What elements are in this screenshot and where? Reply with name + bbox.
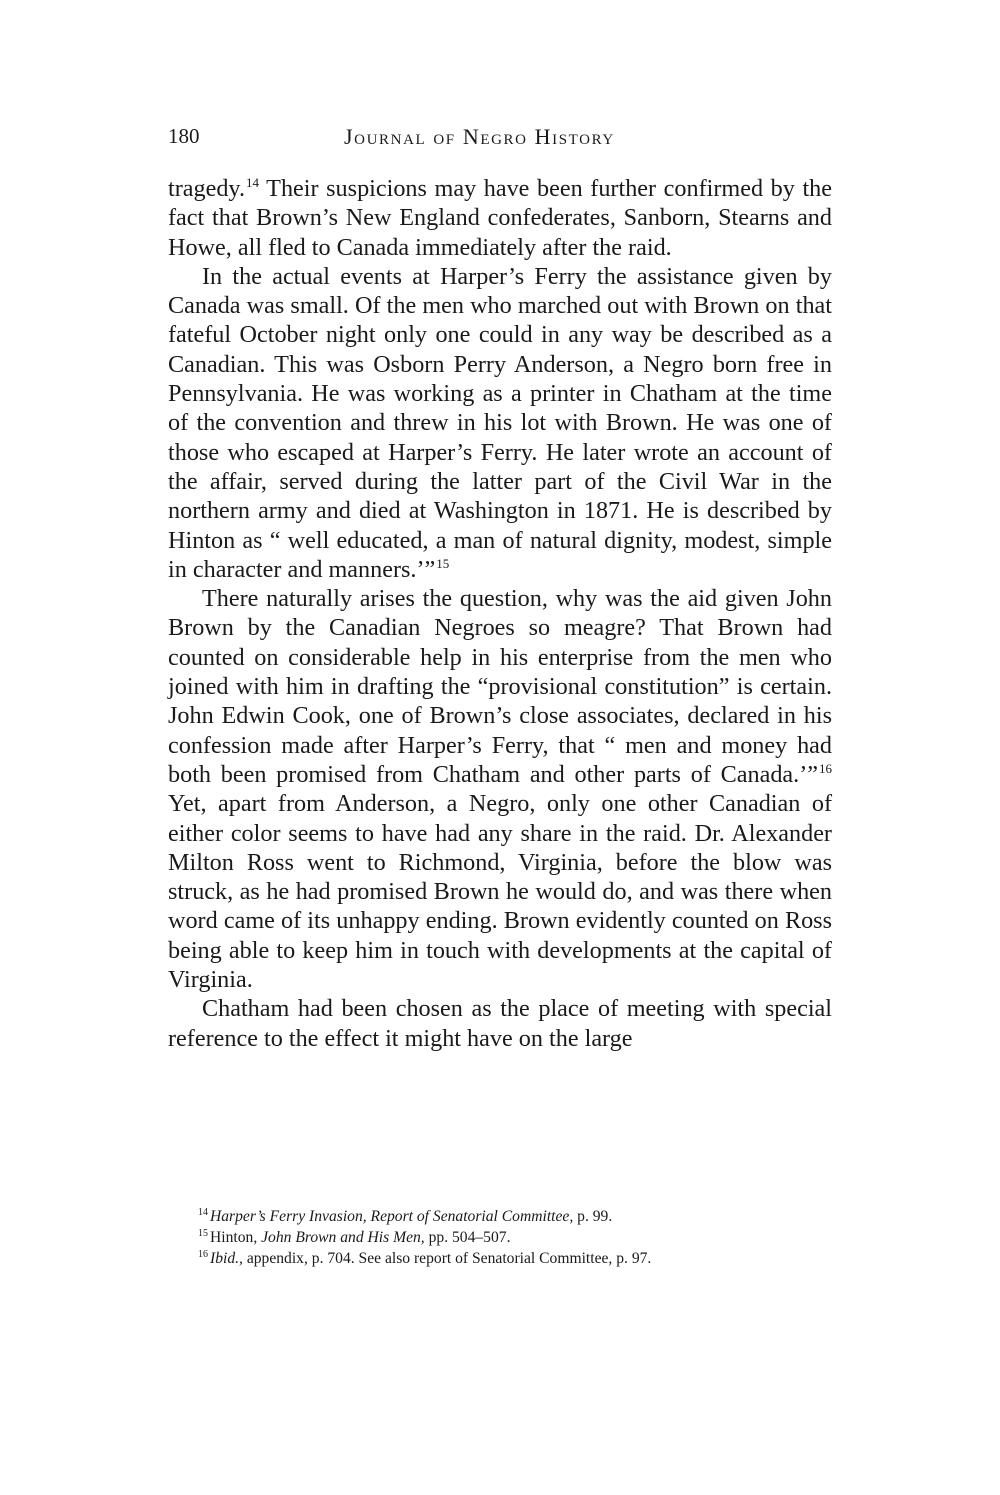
footnote bbox=[198, 1227, 832, 1248]
footnote-text: pp. 504–507. bbox=[424, 1229, 511, 1246]
footnote-text: Hinton, bbox=[210, 1229, 262, 1246]
footnote-reference: 14 bbox=[246, 175, 260, 190]
paragraph bbox=[168, 174, 832, 262]
footnote bbox=[198, 1248, 832, 1269]
body-text bbox=[168, 174, 832, 1053]
paragraph-text: There naturally arises the question, why was the aid given John Brown by the Canadian Negroes so meagre? That Brown had counted on considerable help in his enterprise from the men who joined with him in drafting the “provisional constitution” is certain. John Edwin Cook, one of Brown’s close associates, declared in his confession made after Harper’s Ferry, that “ men and money had both been promised from Chatham and other parts of Canada.’” bbox=[168, 585, 832, 788]
footnote-reference: 16 bbox=[819, 760, 832, 776]
footnote-number: 14 bbox=[198, 1207, 208, 1218]
page-header bbox=[168, 124, 832, 156]
footnote-text: appendix, p. 704. See also report of Senatorial Committee, p. 97. bbox=[242, 1250, 652, 1267]
paragraph-text: Chatham had been chosen as the place of meeting with special reference to the effect it might have on the large bbox=[168, 995, 832, 1052]
footnote-italic-text: Harper’s Ferry Invasion, Report of Senatorial Committee, bbox=[210, 1208, 574, 1225]
footnotes bbox=[198, 1206, 832, 1269]
paragraph-text: In the actual events at Harper’s Ferry the assistance given by Canada was small. Of the men who marched out with Brown on that fateful October night only one could in any way be described as a Canadian. This was Osborn Perry Anderson, a Negro born free in Pennsylvania. He was working as a printer in Chatham at the time of the convention and threw in his lot with Brown. He was one of those who escaped at Harper’s Ferry. He later wrote an account of the affair, served during the latter part of the Civil War in the northern army and died at Washington in 1871. He is described by Hinton as “ well educated, a man of natural dignity, modest, simple in character and manners.’” bbox=[168, 262, 832, 583]
footnote-number: 15 bbox=[198, 1228, 208, 1239]
paragraph bbox=[168, 994, 832, 1053]
footnote-reference: 15 bbox=[436, 555, 450, 571]
page-number: 180 bbox=[168, 124, 200, 148]
footnote bbox=[198, 1206, 832, 1227]
paragraph-text: tragedy. bbox=[168, 175, 246, 202]
footnote-italic-text: John Brown and His Men, bbox=[261, 1229, 425, 1246]
footnote-text: p. 99. bbox=[573, 1208, 613, 1225]
footnote-italic-text: Ibid., bbox=[210, 1250, 243, 1267]
running-title: Journal of Negro History bbox=[344, 124, 615, 149]
paragraph bbox=[168, 262, 832, 584]
paragraph-text: Yet, apart from Anderson, a Negro, only one other Canadian of either color seems to have had any share in the raid. Dr. Alexander Milton Ross went to Richmond, Virginia, before the blow was struck, as he had promised Brown he would do, and was there when word came of its unhappy ending. Brown evidently counted on Ross being able to keep him in touch with developments at the capital of Virginia. bbox=[168, 790, 832, 994]
paragraph-text: Their suspicions may have been further confirmed by the fact that Brown’s New England confederates, Sanborn, Stearns and Howe, all fled to Canada immediately after the raid. bbox=[168, 175, 832, 261]
footnote-number: 16 bbox=[198, 1249, 208, 1260]
paragraph bbox=[168, 584, 832, 994]
